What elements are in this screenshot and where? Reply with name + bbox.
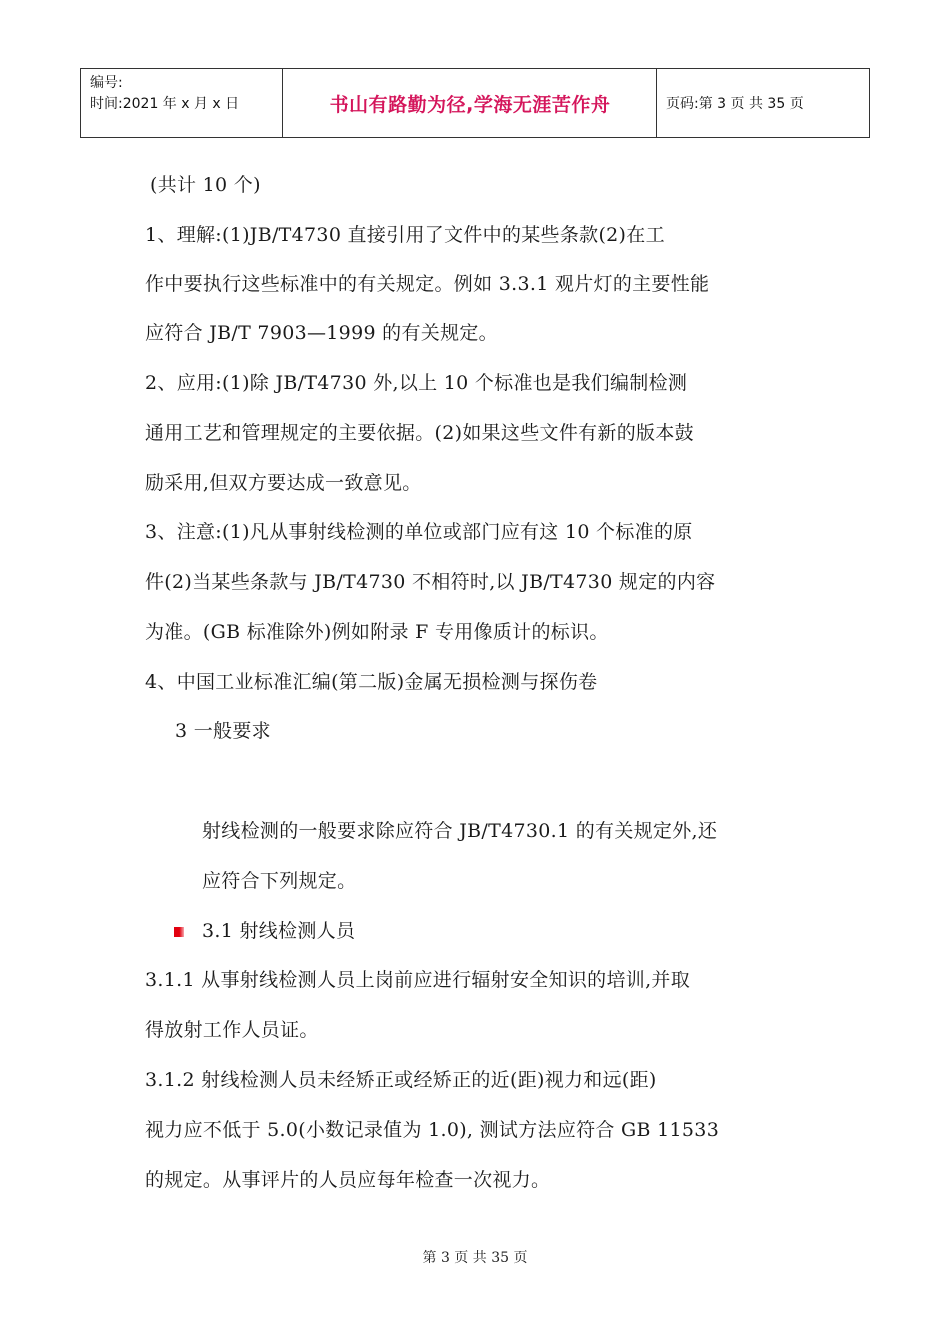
header-divider	[869, 69, 870, 137]
paragraph-line: 3、注意:(1)凡从事射线检测的单位或部门应有这 10 个标准的原	[145, 521, 693, 543]
document-number-label: 编号:	[90, 75, 123, 91]
paragraph-line: 励采用,但双方要达成一致意见。	[145, 472, 422, 494]
section-3-1-heading: 3.1 射线检测人员	[202, 920, 356, 942]
page-header	[80, 68, 870, 138]
paragraph-line: 1、理解:(1)JB/T4730 直接引用了文件中的某些条款(2)在工	[145, 224, 665, 246]
header-divider	[80, 69, 81, 137]
clause-line: 视力应不低于 5.0(小数记录值为 1.0), 测试方法应符合 GB 11533	[145, 1119, 720, 1141]
count-note: (共计 10 个)	[150, 174, 261, 196]
clause-line: 的规定。从事评片的人员应每年检查一次视力。	[145, 1169, 551, 1191]
clause-line: 3.1.2 射线检测人员未经矫正或经矫正的近(距)视力和远(距)	[145, 1069, 657, 1091]
general-requirement-line: 射线检测的一般要求除应符合 JB/T4730.1 的有关规定外,还	[202, 820, 718, 842]
paragraph-line: 作中要执行这些标准中的有关规定。例如 3.3.1 观片灯的主要性能	[145, 273, 710, 295]
clause-line: 得放射工作人员证。	[145, 1019, 319, 1041]
section-3-heading: 3 一般要求	[175, 720, 271, 742]
paragraph-line: 4、中国工业标准汇编(第二版)金属无损检测与探伤卷	[145, 671, 598, 693]
header-divider	[656, 69, 657, 137]
general-requirement-line: 应符合下列规定。	[202, 870, 357, 892]
header-meta	[90, 73, 239, 115]
clause-line: 3.1.1 从事射线检测人员上岗前应进行辐射安全知识的培训,并取	[145, 969, 691, 991]
paragraph-line: 2、应用:(1)除 JB/T4730 外,以上 10 个标准也是我们编制检测	[145, 372, 688, 394]
paragraph-line: 应符合 JB/T 7903—1999 的有关规定。	[145, 322, 498, 344]
bullet-icon	[174, 927, 184, 937]
paragraph-line: 件(2)当某些条款与 JB/T4730 不相符时,以 JB/T4730 规定的内容	[145, 571, 716, 593]
document-date: 时间:2021 年 x 月 x 日	[90, 96, 240, 112]
page-footer: 第 3 页 共 35 页	[422, 1250, 528, 1266]
paragraph-line: 为准。(GB 标准除外)例如附录 F 专用像质计的标识。	[145, 621, 609, 643]
header-page-number: 页码:第 3 页 共 35 页	[666, 96, 804, 112]
paragraph-line: 通用工艺和管理规定的主要依据。(2)如果这些文件有新的版本鼓	[145, 422, 694, 444]
header-motto: 书山有路勤为径,学海无涯苦作舟	[329, 93, 611, 116]
header-divider	[282, 69, 283, 137]
